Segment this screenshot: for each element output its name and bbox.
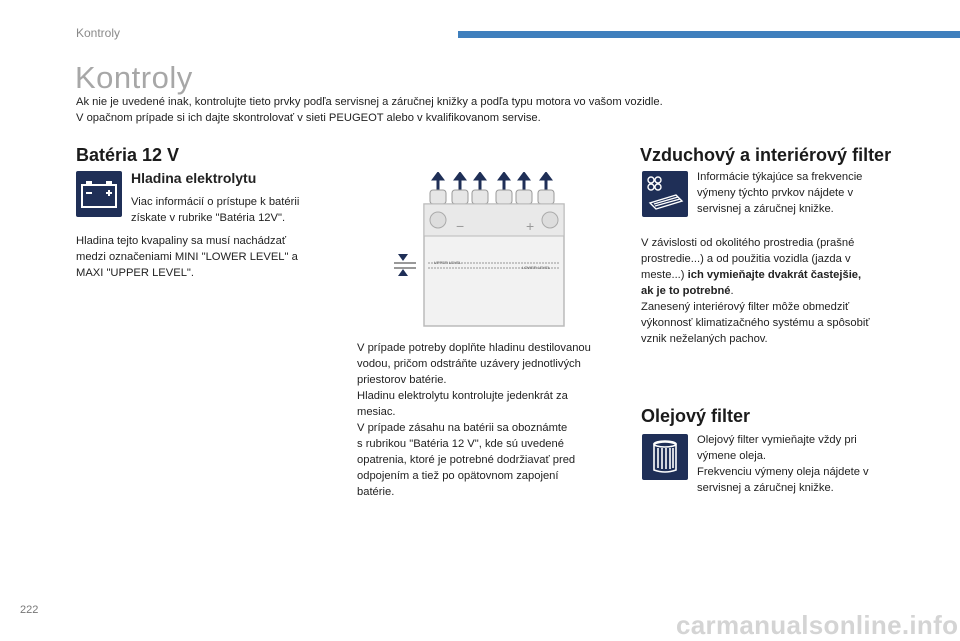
text-line: vznik neželaných pachov. [641,333,768,345]
air-filter-section-title: Vzduchový a interiérový filter [640,145,892,165]
text-line: výmeny týchto prvkov nájdete v [697,187,854,199]
text-line: vodou, pričom odstráňte uzávery jednotlivých [357,358,581,370]
text-line: V prípade potreby doplňte hladinu destilovanou [357,342,591,354]
text-line: V prípade zásahu na batérii sa oboznámte [357,422,568,434]
text-line: batérie. [357,486,395,498]
battery-icon [76,171,122,217]
text-line: Olejový filter vymieňajte vždy pri [697,434,857,446]
text-line: získate v rubrike "Batéria 12V". [131,212,286,224]
text-line: Zanesený interiérový filter môže obmedziť [641,301,850,313]
emphasis-text: ich vymieňajte dvakrát častejšie, [687,269,862,281]
text-line: mesiac. [357,406,396,418]
text-line: priestorov batérie. [357,374,447,386]
air-filter-info [697,169,897,217]
intro-line: V opačnom prípade si ich dajte skontrolovať v sieti PEUGEOT alebo v kvalifikovanom servise. [76,112,541,124]
text-line: servisnej a záručnej knižke. [697,482,834,494]
text-line: servisnej a záručnej knižke. [697,203,834,215]
text-line: prostredie...) a od použitia vozidla (jazda v [641,253,851,265]
oil-filter-section-title: Olejový filter [641,406,751,426]
page-title: Kontroly [75,60,193,95]
intro-text [76,94,836,126]
intro-line: Ak nie je uvedené inak, kontrolujte tieto prvky podľa servisnej a záručnej knižky a podľa typu motora vo vašom vozidle. [76,96,663,108]
plus-sign: + [526,218,535,234]
oil-filter-info [697,432,907,496]
minus-sign: − [456,218,465,234]
text-line: s rubrikou "Batéria 12 V", kde sú uvedené [357,438,564,450]
text-line: Frekvenciu výmeny oleja nájdete v [697,466,869,478]
air-filter-body [641,235,911,347]
text-line: MAXI "UPPER LEVEL". [76,267,194,279]
text-line [641,267,911,283]
watermark: carmanualsonline.info [676,610,959,640]
battery-access-text [131,194,331,226]
refill-text [357,340,627,500]
electrolyte-level-text [76,233,338,281]
header-bar [458,31,960,38]
emphasis-text: ak je to potrebné [641,285,731,297]
text-line: opatrenia, ktoré je potrebné dodržiavať pred [357,454,576,466]
battery-diagram [392,172,570,328]
text-line: Informácie týkajúce sa frekvencie [697,171,863,183]
upper-level-label: UPPER LEVEL [434,260,462,265]
page-number: 222 [20,604,39,616]
header-label: Kontroly [76,26,121,40]
air-filter-icon [642,171,688,217]
text-line: Hladinu elektrolytu kontrolujte jedenkrát za [357,390,568,402]
text-fragment: meste...) [641,269,688,281]
text-fragment: . [730,285,734,297]
text-line: výmene oleja. [697,450,767,462]
lower-level-label: LOWER LEVEL [522,265,551,270]
text-line: Viac informácií o prístupe k batérii [131,196,300,208]
battery-section-title: Batéria 12 V [76,145,180,165]
oil-filter-icon [642,434,688,480]
text-line: odpojením a tiež po opätovnom zapojení [357,470,559,482]
text-line: výkonnosť klimatizačného systému a spôsobiť [641,317,870,329]
electrolyte-subtitle: Hladina elektrolytu [131,170,257,186]
text-line [641,283,911,299]
text-line: Hladina tejto kvapaliny sa musí nachádzať [76,235,287,247]
text-line: medzi označeniami MINI "LOWER LEVEL" a [76,251,298,263]
cap-arrows [432,172,552,190]
text-line: V závislosti od okolitého prostredia (prašné [641,237,855,249]
